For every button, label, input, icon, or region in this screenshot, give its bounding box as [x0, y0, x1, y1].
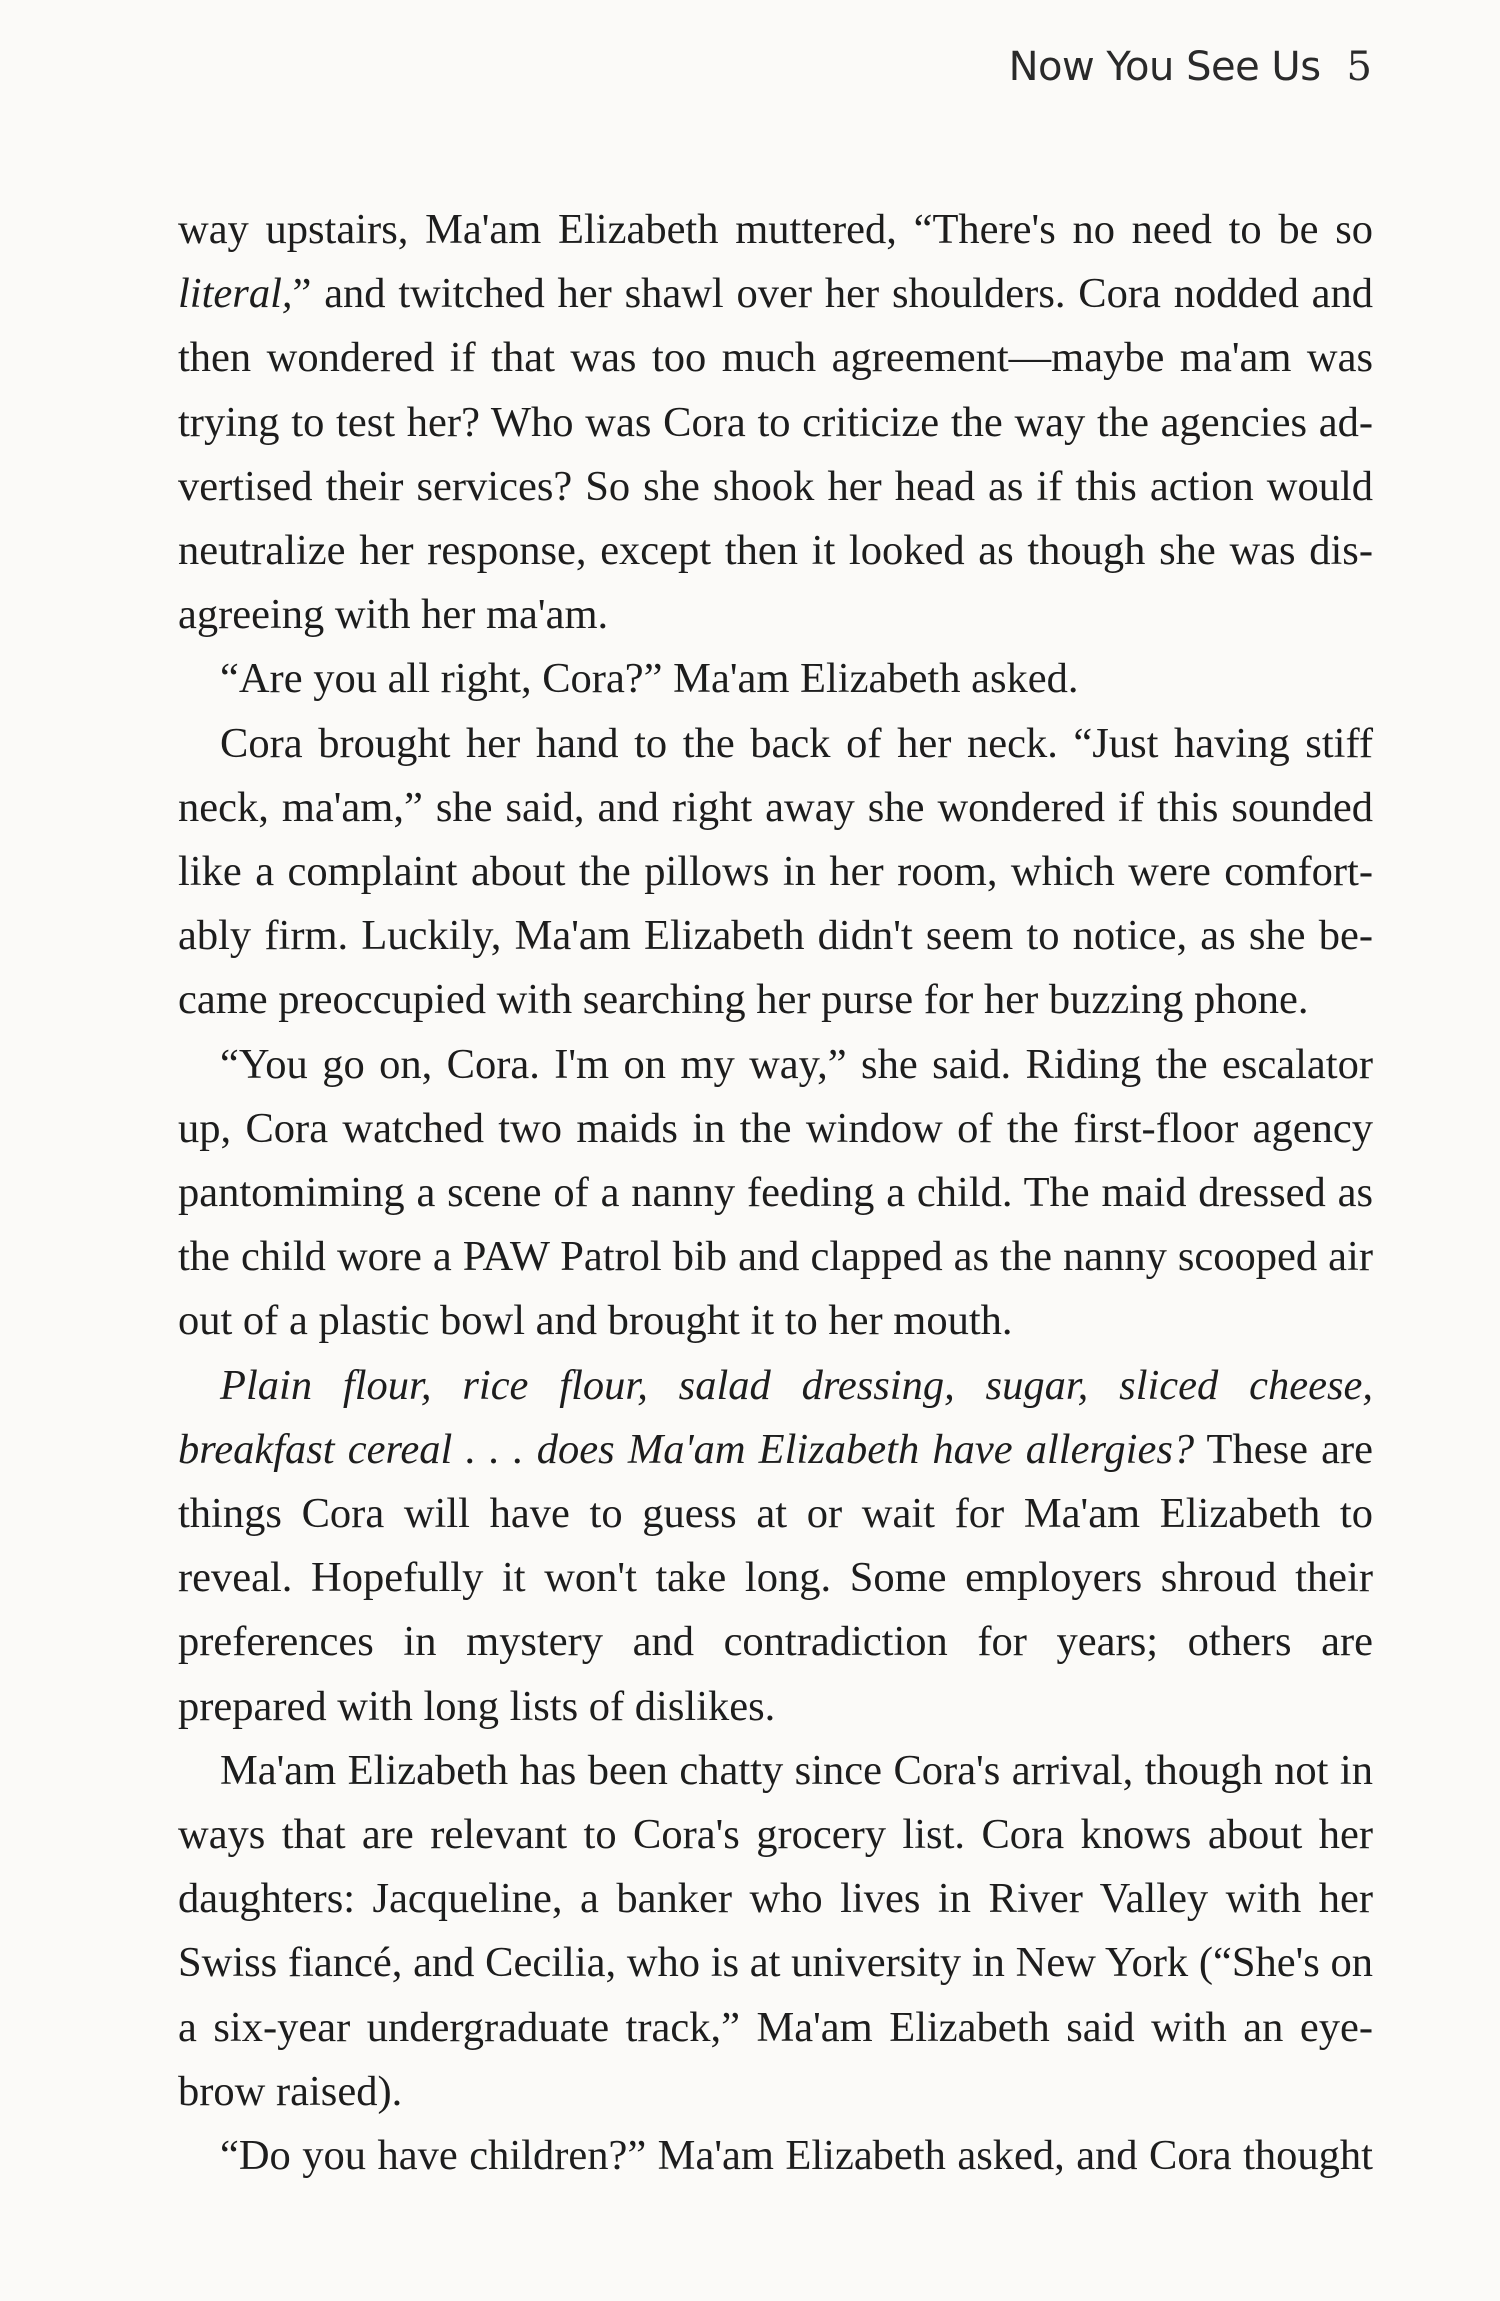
paragraph-6: Ma'am Elizabeth has been chatty since Cora's arrival, though not in ways that are relevant to Cora's grocery list. Cora knows about her daughters: Jacqueline, a banker who lives in River Valley with her Swiss fiancé, and Cecilia, who is at university in New York (“She's on a six-year undergraduate track,” Ma'am Elizabeth said with an eyebrow raised). — [178, 1746, 1373, 2115]
paragraph-5 — [178, 1354, 1373, 1739]
paragraph-7: “Do you have children?” Ma'am Elizabeth asked, and Cora thought — [220, 2132, 1373, 2180]
body-text — [178, 198, 1373, 2188]
page-number: 5 — [1346, 44, 1372, 90]
paragraph-1-italic: literal, — [178, 270, 293, 318]
paragraph-1 — [178, 198, 1373, 647]
paragraph-1-text-a: way upstairs, Ma'am Elizabeth muttered, “There's no need to be so — [178, 206, 1373, 253]
book-title: Now You See Us — [1008, 44, 1321, 90]
paragraph-4: “You go on, Cora. I'm on my way,” she said. Riding the escalator up, Cora watched two maids in the window of the first-floor agency pantomiming a scene of a nanny feeding a child. The maid dressed as the child wore a PAW Patrol bib and clapped as the nanny scooped air out of a plastic bowl and brought it to her mouth. — [178, 1040, 1373, 1345]
running-head — [1009, 44, 1372, 90]
paragraph-5-text: These are things Cora will have to guess at or wait for Ma'am Elizabeth to reveal. Hopefully it won't take long. Some employers shroud their preferences in mystery and contradiction for years; others are prepared with long lists of dislikes. — [178, 1425, 1373, 1730]
paragraph-3: Cora brought her hand to the back of her neck. “Just having stiff neck, ma'am,” she said, and right away she wondered if this sounded like a complaint about the pillows in her room, which were comfortably firm. Luckily, Ma'am Elizabeth didn't seem to notice, as she became preoccupied with searching her purse for her buzzing phone. — [178, 719, 1373, 1024]
paragraph-2: “Are you all right, Cora?” Ma'am Elizabeth asked. — [220, 655, 1079, 703]
paragraph-5-italic: Plain flour, rice flour, salad dressing, sugar, sliced cheese, breakfast cereal . . . does Ma'am Elizabeth have allergies? — [178, 1361, 1373, 1473]
paragraph-1-text-b: ” and twitched her shawl over her shoulders. Cora nodded and then wondered if that was too much agreement—maybe ma'am was trying to test her? Who was Cora to criticize the way the agencies advertised their services? So she shook her head as if this action would neutralize her response, except then it looked as though she was disagreeing with her ma'am. — [178, 270, 1373, 639]
